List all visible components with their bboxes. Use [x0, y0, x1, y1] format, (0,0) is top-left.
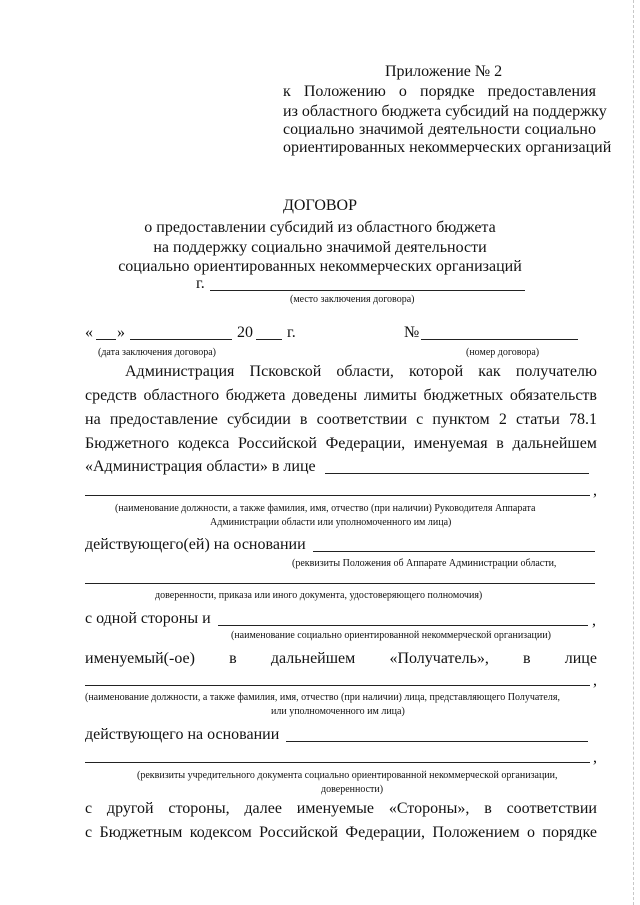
para1-line-4: [85, 436, 597, 452]
word: с: [416, 411, 424, 428]
word: областного: [143, 387, 220, 404]
word: на: [85, 411, 101, 428]
caption-1-line-2: Администрации области или уполномоченного им лица): [210, 517, 452, 528]
day-field: [96, 339, 116, 340]
appendix-line-2: из областного бюджета субсидий на поддержку: [283, 103, 607, 120]
word: с: [85, 824, 93, 841]
acting-basis-1-field-2: [85, 583, 595, 584]
comma-1: ,: [593, 482, 597, 499]
word: социально: [524, 121, 596, 138]
number-field: [421, 339, 578, 340]
word: именуемые: [296, 800, 375, 817]
word: деятельности: [428, 121, 520, 138]
comma-2: ,: [592, 612, 596, 629]
word: с: [85, 800, 93, 817]
word: именуемая: [413, 435, 488, 452]
para1-line-2: [85, 388, 597, 404]
admin-person-field-2: [85, 495, 590, 496]
word: которой: [409, 363, 464, 380]
contract-subtitle-1: о предоставлении субсидий из областного бюджета: [144, 219, 496, 236]
word: доведены: [292, 387, 358, 404]
month-field: [130, 339, 232, 340]
word: Положению: [303, 83, 386, 100]
word: в: [299, 411, 308, 428]
word: социально: [283, 121, 355, 138]
word: значимой: [359, 121, 424, 138]
contract-subtitle-3: социально ориентированных некоммерческих организаций: [118, 258, 522, 275]
contract-subtitle-2: на поддержку социально значимой деятельности: [153, 239, 487, 256]
word: как: [478, 363, 501, 380]
word: Российской: [238, 435, 317, 452]
page-edge: [633, 0, 634, 905]
word: в: [523, 650, 531, 667]
caption-1-line-1: (наименование должности, а также фамилия, имя, отчество (при наличии) Руководителя Аппарата: [115, 503, 536, 514]
word: порядке: [420, 83, 475, 100]
word: Федерации,: [345, 824, 425, 841]
final-line-2: [85, 825, 597, 841]
word: 78.1: [568, 411, 597, 428]
word: Бюджетным: [99, 824, 183, 841]
word: далее: [244, 800, 282, 817]
word: «Получатель»,: [389, 650, 489, 667]
acting-basis-2-field-2: [85, 762, 590, 763]
word: соответствии: [506, 800, 597, 817]
place-caption: (место заключения договора): [290, 294, 415, 305]
word: предоставления: [487, 83, 596, 100]
word: в: [496, 435, 504, 452]
recipient-org-field: [218, 625, 588, 626]
word: кодекса: [177, 435, 230, 452]
word: в: [229, 650, 237, 667]
comma-3: ,: [593, 672, 597, 689]
word: бюджета: [225, 387, 286, 404]
final-line-1: [85, 801, 597, 817]
word: лице: [564, 650, 597, 667]
word: средств: [85, 387, 137, 404]
word: соответствии: [316, 411, 407, 428]
word: 2: [498, 411, 507, 428]
city-prefix: г.: [196, 275, 205, 292]
number-sign: №: [404, 324, 420, 341]
word: о: [527, 824, 535, 841]
word: лимиты: [363, 387, 417, 404]
caption-2-line-1: (реквизиты Положения об Аппарате Администрации области,: [292, 558, 557, 569]
year-suffix: г.: [287, 324, 296, 341]
word: Администрация: [125, 363, 235, 380]
caption-5-line-2: доверенности): [321, 784, 384, 795]
appendix-line-1: [283, 84, 596, 100]
word: области,: [336, 363, 394, 380]
para1-line-5: «Администрация области» в лице: [85, 458, 316, 475]
word: именуемый(-ое): [85, 650, 195, 667]
word: субсидии: [227, 411, 291, 428]
year-field: [256, 339, 282, 340]
caption-4-line-1: (наименование должности, а также фамилия, имя, отчество (при наличии) лица, представляющего Получателя,: [85, 692, 560, 703]
word: бюджетных: [423, 387, 504, 404]
caption-4-line-2: или уполномоченного им лица): [271, 706, 405, 717]
word: стороны,: [168, 800, 230, 817]
caption-5-line-1: (реквизиты учредительного документа социально ориентированной некоммерческой организации,: [137, 770, 558, 781]
word: Положением: [432, 824, 520, 841]
word: о: [398, 83, 407, 100]
appendix-line-4: ориентированных некоммерческих организаций: [283, 139, 612, 156]
word: статьи: [515, 411, 560, 428]
number-caption: (номер договора): [466, 347, 540, 358]
word: к: [283, 83, 291, 100]
acting-basis-1-field: [313, 551, 595, 552]
contract-title: ДОГОВОР: [283, 197, 357, 214]
one-side: с одной стороны и: [85, 610, 211, 627]
word: «Стороны»,: [388, 800, 470, 817]
word: предоставление: [109, 411, 218, 428]
recipient-person-field: [85, 685, 590, 686]
word: дальнейшем: [512, 435, 597, 452]
comma-4: ,: [593, 749, 597, 766]
acting-basis-1: действующего(ей) на основании: [85, 536, 306, 553]
word: Федерации,: [325, 435, 406, 452]
named-recipient-line: [85, 651, 597, 667]
word: получателю: [515, 363, 597, 380]
word: порядке: [542, 824, 597, 841]
date-quote-close: »: [117, 324, 125, 341]
word: Бюджетного: [85, 435, 170, 452]
date-caption: (дата заключения договора): [98, 347, 216, 358]
word: обязательств: [509, 387, 597, 404]
word: Российской: [259, 824, 339, 841]
place-field: [210, 290, 525, 291]
caption-2-line-2: доверенности, приказа или иного документа, удостоверяющего полномочия): [155, 590, 483, 601]
year-prefix: 20: [237, 324, 253, 341]
word: в: [484, 800, 492, 817]
word: Псковской: [249, 363, 322, 380]
word: другой: [106, 800, 154, 817]
acting-basis-2-field: [286, 741, 588, 742]
admin-person-field: [325, 473, 589, 474]
date-quote-open: «: [85, 324, 93, 341]
caption-3: (наименование социально ориентированной некоммерческой организации): [231, 630, 551, 641]
acting-basis-2: действующего на основании: [85, 726, 280, 743]
word: пунктом: [432, 411, 490, 428]
word: кодексом: [189, 824, 252, 841]
word: дальнейшем: [270, 650, 356, 667]
para1-line-3: [85, 412, 597, 428]
appendix-title: Приложение № 2: [385, 63, 503, 80]
appendix-line-3: [283, 122, 596, 138]
para1-line-1: [125, 364, 597, 380]
